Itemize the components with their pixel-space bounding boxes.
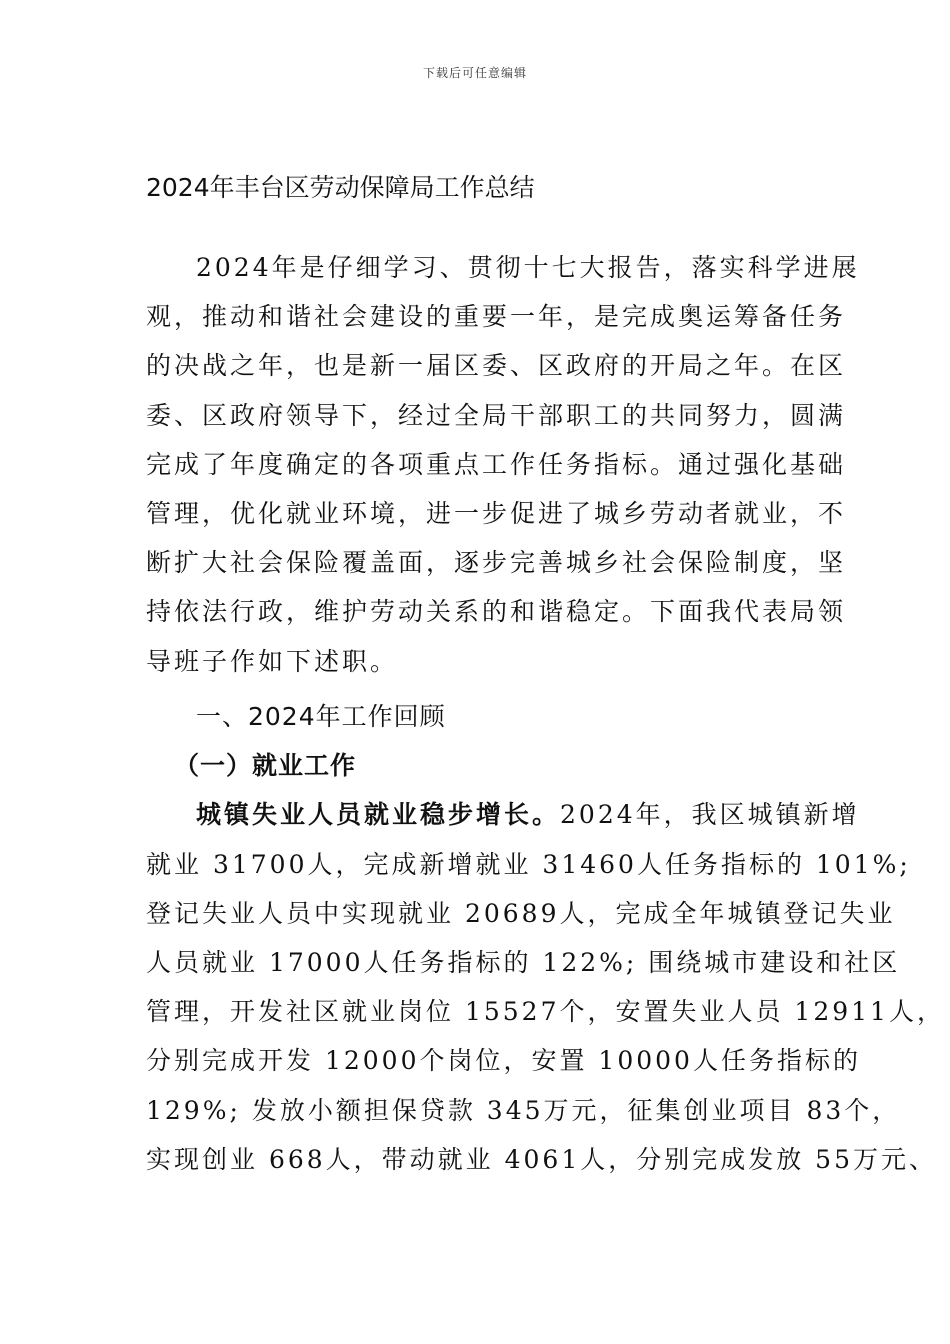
employment-line-text: 2024年，我区城镇新增: [560, 800, 860, 830]
document-title: 2024年丰台区劳动保障局工作总结: [146, 173, 535, 202]
paragraph-line: 129%; 发放小额担保贷款 345万元，征集创业项目 83个，: [146, 1095, 901, 1125]
page-header-note: 下载后可任意编辑: [422, 66, 527, 80]
paragraph-line: 2024年是仔细学习、贯彻十七大报告，落实科学进展: [196, 253, 860, 282]
paragraph-line: 持依法行政，维护劳动关系的和谐稳定。下面我代表局领: [146, 597, 847, 627]
paragraph-line: 的决战之年，也是新一届区委、区政府的开局之年。在区: [146, 351, 847, 381]
paragraph-line: 管理，优化就业环境，进一步促进了城乡劳动者就业，不: [146, 498, 847, 528]
paragraph-line: 观，推动和谐社会建设的重要一年，是完成奥运筹备任务: [146, 302, 847, 332]
section-heading: 一、2024年工作回顾: [196, 702, 446, 731]
paragraph-line: 完成了年度确定的各项重点工作任务指标。通过强化基础: [146, 449, 847, 479]
paragraph-line: 导班子作如下述职。: [146, 646, 399, 676]
paragraph-line: 实现创业 668人，带动就业 4061人，分别完成发放 55万元、: [146, 1144, 937, 1174]
paragraph-line: 断扩大社会保险覆盖面，逐步完善城乡社会保险制度，坚: [146, 548, 847, 578]
paragraph-line: [146, 790, 860, 839]
intro-paragraph: [146, 243, 860, 686]
paragraph-line: 管理，开发社区就业岗位 15527个，安置失业人员 12911人，: [146, 997, 945, 1027]
paragraph-line: 委、区政府领导下，经过全局干部职工的共同努力，圆满: [146, 400, 847, 430]
paragraph-line: 分别完成开发 12000个岗位，安置 10000人任务指标的: [146, 1046, 861, 1076]
employment-lead-text: 城镇失业人员就业稳步增长。: [196, 800, 561, 830]
paragraph-line: 人员就业 17000人任务指标的 122%; 围绕城市建设和社区: [146, 947, 901, 977]
subsection-heading: （一）就业工作: [174, 751, 357, 781]
paragraph-line: 登记失业人员中实现就业 20689人，完成全年城镇登记失业: [146, 898, 896, 928]
employment-section: [146, 692, 945, 1184]
paragraph-line: 就业 31700人，完成新增就业 31460人任务指标的 101%;: [146, 849, 911, 879]
